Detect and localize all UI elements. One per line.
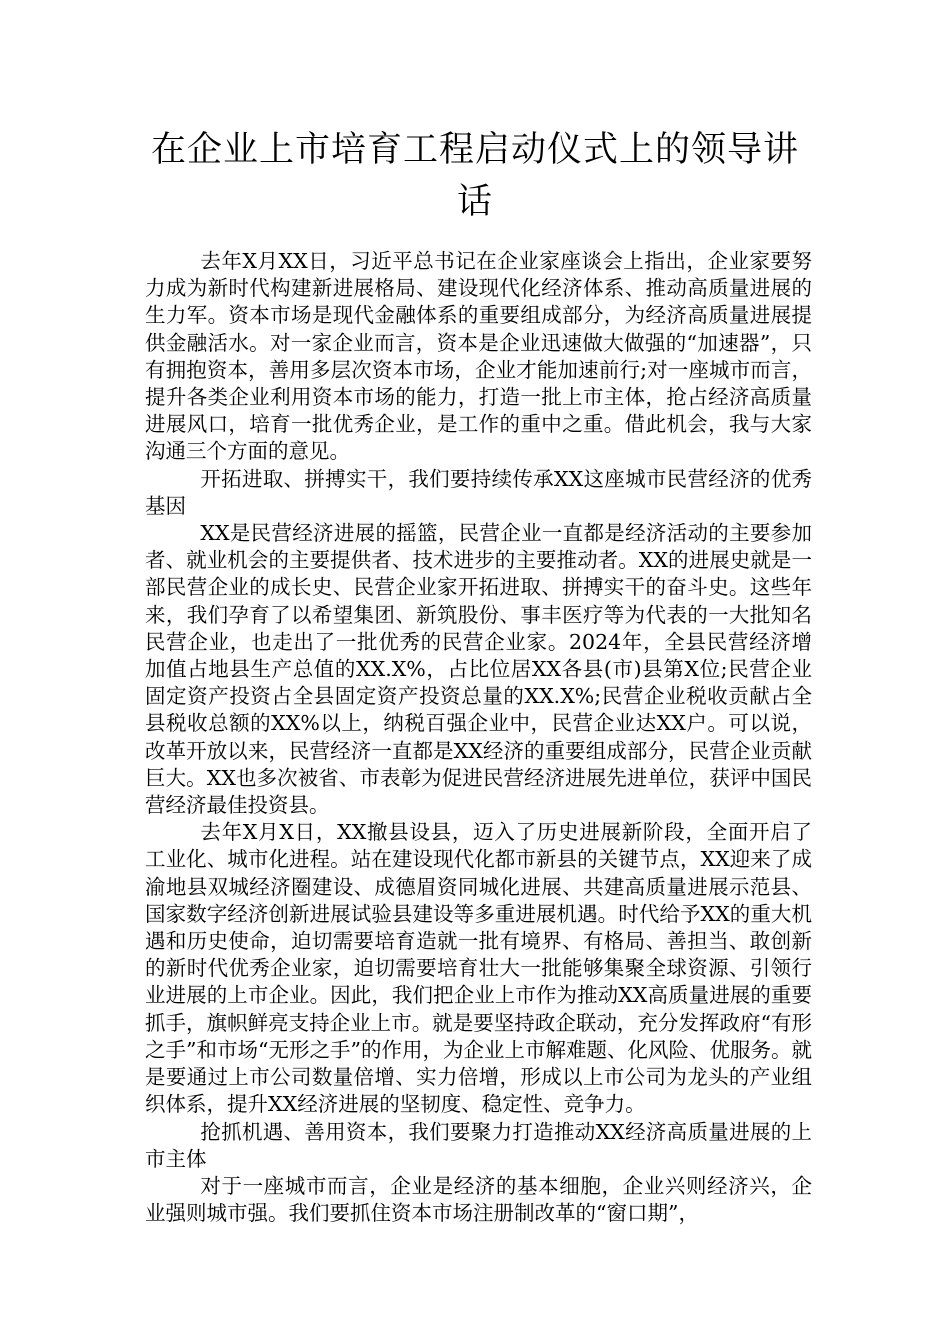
- paragraph-private-economy: XX是民营经济进展的摇篮，民营企业一直都是经济活动的主要参加者、就业机会的主要提供者、技术进步的主要推动者。XX的进展史就是一部民营企业的成长史、民营企业家开拓进取、拼搏实干的奋斗史。这些年来，我们孕育了以希望集团、新筑股份、事丰医疗等为代表的一大批知名民营企业，也走出了一批优秀的民营企业家。2024年，全县民营经济增加值占地县生产总值的XX.X%，占比位居XX各县(市)县第X位;民营企业固定资产投资占全县固定资产投资总量的XX.X%;民营企业税收贡献占全县税收总额的XX%以上，纳税百强企业中，民营企业达XX户。可以说，改革开放以来，民营经济一直都是XX经济的重要组成部分，民营企业贡献巨大。XX也多次被省、市表彰为促进民营经济进展先进单位，获评中国民营经济最佳投资县。: [145, 521, 812, 818]
- section-heading-1: 开拓进取、拼搏实干，我们要持续传承XX这座城市民营经济的优秀基因: [145, 466, 812, 518]
- section-heading-2: 抢抓机遇、善用资本，我们要聚力打造推动XX经济高质量进展的上市主体: [145, 1119, 812, 1171]
- paragraph-opportunity: 去年X月X日，XX撤县设县，迈入了历史进展新阶段，全面开启了工业化、城市化进程。站在建设现代化都市新县的关键节点，XX迎来了成渝地县双城经济圈建设、成德眉资同城化进展、共建高质量进展示范县、国家数字经济创新进展试验县建设等多重进展机遇。时代给予XX的重大机遇和历史使命，迫切需要培育造就一批有境界、有格局、善担当、敢创新的新时代优秀企业家，迫切需要培育壮大一批能够集聚全球资源、引领行业进展的上市企业。因此，我们把企业上市作为推动XX高质量进展的重要抓手，旗帜鲜亮支持企业上市。就是要坚持政企联动，充分发挥政府“有形之手”和市场“无形之手”的作用，为企业上市解难题、化风险、优服务。就是要通过上市公司数量倍增、实力倍增，形成以上市公司为龙头的产业组织体系，提升XX经济进展的坚韧度、稳定性、竞争力。: [145, 820, 812, 1117]
- document-title: 在企业上市培育工程启动仪式上的领导讲话: [150, 130, 799, 222]
- paragraph-city-enterprise: 对于一座城市而言，企业是经济的基本细胞，企业兴则经济兴，企业强则城市强。我们要抓住资本市场注册制改革的“窗口期”，: [145, 1173, 812, 1226]
- document-body: [145, 248, 812, 1227]
- paragraph-intro: 去年X月XX日，习近平总书记在企业家座谈会上指出，企业家要努力成为新时代构建新进展格局、建设现代化经济体系、推动高质量进展的生力军。资本市场是现代金融体系的重要组成部分，为经济高质量进展提供金融活水。对一家企业而言，资本是企业迅速做大做强的“加速器”，只有拥抱资本，善用多层次资本市场，企业才能加速前行;对一座城市而言，提升各类企业利用资本市场的能力，打造一批上市主体，抢占经济高质量进展风口，培育一批优秀企业，是工作的重中之重。借此机会，我与大家沟通三个方面的意见。: [145, 249, 812, 464]
